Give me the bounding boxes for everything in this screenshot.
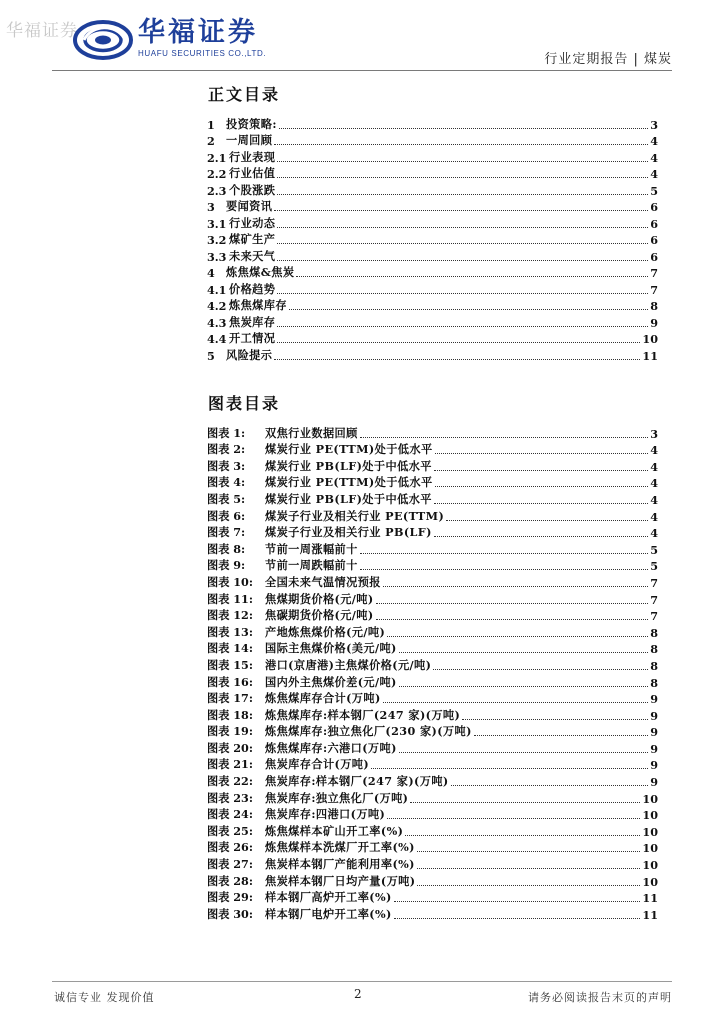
- main-toc: [207, 115, 658, 363]
- figure-toc-entry[interactable]: [207, 441, 658, 458]
- dot-leader: [274, 210, 648, 211]
- figure-toc-entry-page: 8: [650, 658, 658, 673]
- figure-toc-entry-number: 图表 14:: [207, 641, 253, 656]
- figure-toc-entry-page: 9: [650, 708, 658, 723]
- toc-entry[interactable]: [207, 346, 658, 363]
- dot-leader: [399, 652, 648, 653]
- toc-entry-number: 4.3: [207, 315, 227, 330]
- figure-toc-entry-number: 图表 17:: [207, 691, 253, 706]
- figure-toc-entry-page: 4: [650, 443, 658, 458]
- dot-leader: [387, 636, 648, 637]
- figure-toc-entry-title: 双焦行业数据回顾: [265, 425, 358, 440]
- dot-leader: [279, 128, 648, 129]
- figure-toc-entry-page: 4: [650, 459, 658, 474]
- dot-leader: [376, 603, 649, 604]
- toc-entry-number: 4: [207, 266, 215, 280]
- figure-toc-entry[interactable]: [207, 673, 658, 690]
- toc-entry-number: 3.1: [207, 216, 227, 231]
- figure-toc-entry-title: 煤炭子行业及相关行业 PE(TTM): [265, 508, 445, 523]
- figure-toc-entry-title: 港口(京唐港)主焦煤价格(元/吨): [265, 657, 432, 672]
- toc-entry-title: 行业估值: [229, 166, 276, 180]
- figure-toc-entry[interactable]: [207, 772, 658, 789]
- figure-toc-entry-title: 焦炭样本钢厂日均产量(万吨): [265, 873, 416, 888]
- dot-leader: [417, 868, 641, 869]
- dot-leader: [462, 719, 648, 720]
- figure-toc-entry[interactable]: [207, 839, 658, 856]
- figure-toc-entry-number: 图表 15:: [207, 657, 253, 672]
- figure-toc-entry-number: 图表 1:: [207, 425, 246, 440]
- dot-leader: [277, 177, 648, 178]
- toc-entry-number: 3.3: [207, 249, 227, 264]
- toc-entry[interactable]: [207, 198, 658, 215]
- figure-toc-entry-page: 9: [650, 692, 658, 707]
- figure-toc-entry[interactable]: [207, 524, 658, 541]
- dot-leader: [376, 619, 649, 620]
- figure-toc-entry-title: 煤炭子行业及相关行业 PB(LF): [265, 525, 432, 540]
- toc-entry-page: 7: [650, 282, 658, 297]
- main-toc-title: 正文目录: [208, 85, 281, 104]
- dot-leader: [371, 768, 648, 769]
- figure-toc-entry-page: 10: [642, 791, 658, 806]
- figure-toc-entry-page: 11: [642, 891, 658, 906]
- dot-leader: [289, 309, 648, 310]
- toc-entry-page: 9: [650, 315, 658, 330]
- figure-toc-entry-number: 图表 30:: [207, 906, 253, 921]
- toc-entry-title: 炼焦煤库存: [229, 298, 287, 312]
- dot-leader: [446, 520, 648, 521]
- toc-entry-page: 8: [650, 299, 658, 313]
- figure-toc-entry[interactable]: [207, 723, 658, 740]
- dot-leader: [277, 161, 648, 162]
- figure-toc-entry-number: 图表 26:: [207, 840, 253, 855]
- dot-leader: [277, 194, 648, 195]
- header-divider: [52, 70, 672, 71]
- footer-slogan: 诚信专业 发现价值: [54, 991, 155, 1004]
- toc-entry-number: 4.4: [207, 332, 227, 346]
- toc-entry-page: 10: [642, 332, 658, 346]
- figure-toc-entry-page: 8: [650, 642, 658, 657]
- figure-toc-entry-number: 图表 27:: [207, 857, 253, 872]
- figure-toc: [207, 424, 658, 922]
- dot-leader: [360, 437, 649, 438]
- figure-toc-entry-title: 煤炭行业 PE(TTM)处于低水平: [265, 442, 433, 457]
- figure-toc-entry[interactable]: [207, 889, 658, 906]
- dot-leader: [277, 326, 648, 327]
- dot-leader: [360, 553, 649, 554]
- figure-toc-entry-page: 9: [650, 758, 658, 773]
- dot-leader: [387, 818, 640, 819]
- figure-toc-entry-number: 图表 24:: [207, 807, 253, 822]
- figure-toc-entry-number: 图表 23:: [207, 790, 253, 805]
- figure-toc-entry-number: 图表 3:: [207, 458, 246, 473]
- brand-name-en: HUAFU SECURITIES CO.,LTD.: [138, 49, 267, 58]
- figure-toc-entry-title: 节前一周跌幅前十: [265, 558, 358, 573]
- brand-name-cn: 华福证券: [138, 17, 258, 48]
- footer-divider: [52, 981, 672, 982]
- figure-toc-entry-title: 炼焦煤样本洗煤厂开工率(%): [265, 840, 415, 855]
- dot-leader: [405, 835, 640, 836]
- figure-toc-entry[interactable]: [207, 490, 658, 507]
- figure-toc-entry[interactable]: [207, 739, 658, 756]
- dot-leader: [277, 293, 648, 294]
- toc-entry-page: 7: [650, 266, 658, 280]
- dot-leader: [383, 586, 648, 587]
- toc-entry[interactable]: [207, 264, 658, 281]
- dot-leader: [435, 453, 649, 454]
- figure-toc-entry-page: 9: [650, 725, 658, 740]
- toc-entry-title: 行业动态: [229, 215, 276, 230]
- figure-toc-entry[interactable]: [207, 540, 658, 557]
- figure-toc-entry-title: 煤炭行业 PE(TTM)处于低水平: [265, 475, 433, 490]
- figure-toc-entry-title: 焦碳期货价格(元/吨): [265, 608, 374, 623]
- dot-leader: [360, 569, 649, 570]
- dot-leader: [410, 802, 640, 803]
- figure-toc-entry[interactable]: [207, 872, 658, 889]
- toc-entry-number: 2.1: [207, 150, 227, 165]
- toc-entry[interactable]: [207, 297, 658, 314]
- figure-toc-entry-number: 图表 9:: [207, 558, 246, 573]
- toc-entry-title: 价格趋势: [229, 281, 276, 296]
- figure-toc-entry-number: 图表 13:: [207, 624, 253, 639]
- figure-toc-entry-page: 5: [650, 559, 658, 574]
- dot-leader: [277, 227, 648, 228]
- figure-toc-entry-page: 4: [650, 526, 658, 541]
- figure-toc-entry-number: 图表 2:: [207, 442, 246, 457]
- toc-entry-title: 行业表现: [229, 149, 276, 164]
- toc-entry-page: 6: [650, 233, 658, 247]
- figure-toc-entry[interactable]: [207, 690, 658, 707]
- figure-toc-entry[interactable]: [207, 623, 658, 640]
- figure-toc-entry-title: 炼焦煤库存:样本钢厂(247 家)(万吨): [265, 707, 461, 722]
- toc-entry-number: 4.2: [207, 299, 227, 313]
- dot-leader: [435, 486, 649, 487]
- dot-leader: [277, 260, 648, 261]
- toc-entry[interactable]: [207, 132, 658, 149]
- dot-leader: [433, 669, 648, 670]
- toc-entry[interactable]: [207, 214, 658, 231]
- toc-entry-title: 焦炭库存: [229, 314, 276, 329]
- figure-toc-entry[interactable]: [207, 507, 658, 524]
- dot-leader: [399, 686, 648, 687]
- toc-entry-page: 5: [650, 183, 658, 198]
- watermark: 华福证券: [6, 21, 78, 41]
- figure-toc-entry[interactable]: [207, 806, 658, 823]
- dot-leader: [417, 851, 641, 852]
- figure-toc-entry-title: 炼焦煤库存:独立焦化厂(230 家)(万吨): [265, 724, 472, 739]
- figure-toc-entry-title: 焦炭库存:四港口(万吨): [265, 807, 386, 822]
- dot-leader: [394, 901, 641, 902]
- figure-toc-entry-title: 炼焦煤样本矿山开工率(%): [265, 823, 404, 838]
- toc-entry-page: 11: [642, 348, 658, 363]
- figure-toc-entry[interactable]: [207, 855, 658, 872]
- toc-entry-page: 4: [650, 134, 658, 148]
- figure-toc-entry-title: 样本钢厂电炉开工率(%): [265, 906, 392, 921]
- figure-toc-entry-page: 7: [650, 575, 658, 590]
- figure-toc-entry-title: 焦煤期货价格(元/吨): [265, 591, 374, 606]
- toc-entry-number: 5: [207, 348, 215, 363]
- figure-toc-entry-title: 国内外主焦煤价差(元/吨): [265, 674, 397, 689]
- figure-toc-entry-title: 焦炭库存:独立焦化厂(万吨): [265, 790, 409, 805]
- figure-toc-entry-number: 图表 29:: [207, 890, 253, 905]
- dot-leader: [383, 702, 649, 703]
- figure-toc-entry[interactable]: [207, 474, 658, 491]
- figure-toc-entry[interactable]: [207, 706, 658, 723]
- figure-toc-entry-number: 图表 7:: [207, 525, 246, 540]
- brand-logo: [72, 14, 266, 64]
- figure-toc-entry-title: 全国未来气温情况预报: [265, 574, 381, 589]
- toc-entry[interactable]: [207, 165, 658, 182]
- figure-toc-entry-page: 5: [650, 542, 658, 557]
- toc-entry-title: 开工情况: [229, 331, 276, 345]
- toc-entry[interactable]: [207, 115, 658, 132]
- figure-toc-entry-title: 节前一周涨幅前十: [265, 541, 358, 556]
- figure-toc-entry[interactable]: [207, 424, 658, 441]
- toc-entry-title: 风险提示: [226, 347, 273, 362]
- figure-toc-entry-page: 8: [650, 625, 658, 640]
- figure-toc-entry-page: 10: [642, 808, 658, 823]
- figure-toc-entry-number: 图表 4:: [207, 475, 246, 490]
- figure-toc-title: 图表目录: [208, 394, 281, 413]
- toc-entry-number: 2.3: [207, 183, 227, 198]
- toc-entry[interactable]: [207, 181, 658, 198]
- figure-toc-entry-number: 图表 21:: [207, 757, 253, 772]
- toc-entry-page: 6: [650, 216, 658, 231]
- toc-entry-title: 煤矿生产: [229, 232, 276, 246]
- figure-toc-entry-number: 图表 20:: [207, 740, 253, 755]
- dot-leader: [394, 918, 641, 919]
- dot-leader: [277, 342, 640, 343]
- figure-toc-entry-number: 图表 18:: [207, 707, 253, 722]
- figure-toc-entry-title: 炼焦煤库存:六港口(万吨): [265, 740, 397, 755]
- figure-toc-entry[interactable]: [207, 656, 658, 673]
- toc-entry[interactable]: [207, 148, 658, 165]
- report-category: 行业定期报告 | 煤炭: [544, 52, 672, 67]
- figure-toc-entry-number: 图表 19:: [207, 724, 253, 739]
- figure-toc-entry-page: 8: [650, 675, 658, 690]
- figure-toc-entry[interactable]: [207, 590, 658, 607]
- figure-toc-entry-page: 4: [650, 509, 658, 524]
- figure-toc-entry-title: 焦炭样本钢厂产能利用率(%): [265, 857, 415, 872]
- figure-toc-entry-page: 4: [650, 476, 658, 491]
- figure-toc-entry-number: 图表 22:: [207, 774, 253, 789]
- dot-leader: [274, 144, 648, 145]
- toc-entry-page: 4: [650, 167, 658, 181]
- figure-toc-entry-number: 图表 8:: [207, 541, 246, 556]
- figure-toc-entry-page: 10: [642, 824, 658, 839]
- toc-entry-number: 1: [207, 117, 215, 132]
- toc-entry-page: 3: [650, 117, 658, 132]
- toc-entry[interactable]: [207, 330, 658, 347]
- figure-toc-entry-page: 7: [650, 609, 658, 624]
- toc-entry-page: 6: [650, 200, 658, 214]
- figure-toc-entry-title: 国际主焦煤价格(美元/吨): [265, 641, 397, 656]
- toc-entry-title: 投资策略:: [226, 116, 277, 131]
- toc-entry-title: 炼焦煤&焦炭: [226, 265, 295, 279]
- figure-toc-entry-number: 图表 10:: [207, 574, 253, 589]
- toc-entry-page: 6: [650, 249, 658, 264]
- figure-toc-entry-number: 图表 25:: [207, 823, 253, 838]
- figure-toc-entry-number: 图表 11:: [207, 591, 253, 606]
- figure-toc-entry[interactable]: [207, 573, 658, 590]
- figure-toc-entry[interactable]: [207, 822, 658, 839]
- toc-entry[interactable]: [207, 313, 658, 330]
- toc-entry-title: 未来天气: [229, 248, 276, 263]
- figure-toc-entry-page: 3: [650, 426, 658, 441]
- toc-entry-number: 2.2: [207, 167, 227, 181]
- figure-toc-entry-title: 焦炭库存合计(万吨): [265, 757, 370, 772]
- dot-leader: [434, 503, 648, 504]
- toc-entry-number: 3: [207, 200, 215, 214]
- figure-toc-entry[interactable]: [207, 557, 658, 574]
- toc-entry-title: 要闻资讯: [226, 199, 273, 213]
- toc-entry[interactable]: [207, 247, 658, 264]
- figure-toc-entry-number: 图表 16:: [207, 674, 253, 689]
- dot-leader: [399, 752, 648, 753]
- figure-toc-entry-page: 4: [650, 492, 658, 507]
- figure-toc-entry-title: 产地炼焦煤价格(元/吨): [265, 624, 386, 639]
- toc-entry-number: 3.2: [207, 233, 227, 247]
- toc-entry-number: 4.1: [207, 282, 227, 297]
- figure-toc-entry-title: 煤炭行业 PB(LF)处于中低水平: [265, 458, 432, 473]
- dot-leader: [296, 276, 648, 277]
- figure-toc-entry-page: 9: [650, 775, 658, 790]
- dot-leader: [451, 785, 649, 786]
- toc-entry-title: 一周回顾: [226, 133, 273, 147]
- toc-entry-page: 4: [650, 150, 658, 165]
- figure-toc-entry-page: 10: [642, 858, 658, 873]
- toc-entry[interactable]: [207, 280, 658, 297]
- toc-entry[interactable]: [207, 231, 658, 248]
- figure-toc-entry[interactable]: [207, 756, 658, 773]
- figure-toc-entry[interactable]: [207, 640, 658, 657]
- figure-toc-entry-number: 图表 28:: [207, 873, 253, 888]
- figure-toc-entry-title: 炼焦煤库存合计(万吨): [265, 691, 381, 706]
- figure-toc-entry-number: 图表 6:: [207, 508, 246, 523]
- toc-entry-title: 个股涨跌: [229, 182, 276, 197]
- figure-toc-entry-page: 9: [650, 741, 658, 756]
- figure-toc-entry[interactable]: [207, 905, 658, 922]
- dot-leader: [274, 359, 640, 360]
- dot-leader: [434, 536, 648, 537]
- figure-toc-entry[interactable]: [207, 607, 658, 624]
- figure-toc-entry-title: 煤炭行业 PB(LF)处于中低水平: [265, 491, 432, 506]
- figure-toc-entry[interactable]: [207, 457, 658, 474]
- figure-toc-entry-page: 11: [642, 907, 658, 922]
- dot-leader: [417, 885, 640, 886]
- dot-leader: [277, 243, 648, 244]
- brand-logo-icon: [72, 16, 134, 62]
- figure-toc-entry-number: 图表 12:: [207, 608, 253, 623]
- figure-toc-entry-title: 焦炭库存:样本钢厂(247 家)(万吨): [265, 774, 449, 789]
- figure-toc-entry-page: 10: [642, 874, 658, 889]
- figure-toc-entry-page: 10: [642, 841, 658, 856]
- dot-leader: [434, 470, 648, 471]
- figure-toc-entry-page: 7: [650, 592, 658, 607]
- figure-toc-entry[interactable]: [207, 789, 658, 806]
- figure-toc-entry-title: 样本钢厂高炉开工率(%): [265, 890, 392, 905]
- toc-entry-number: 2: [207, 134, 215, 148]
- dot-leader: [474, 735, 648, 736]
- footer-disclaimer: 请务必阅读报告末页的声明: [528, 991, 672, 1004]
- page-number: 2: [354, 987, 362, 1001]
- figure-toc-entry-number: 图表 5:: [207, 491, 246, 506]
